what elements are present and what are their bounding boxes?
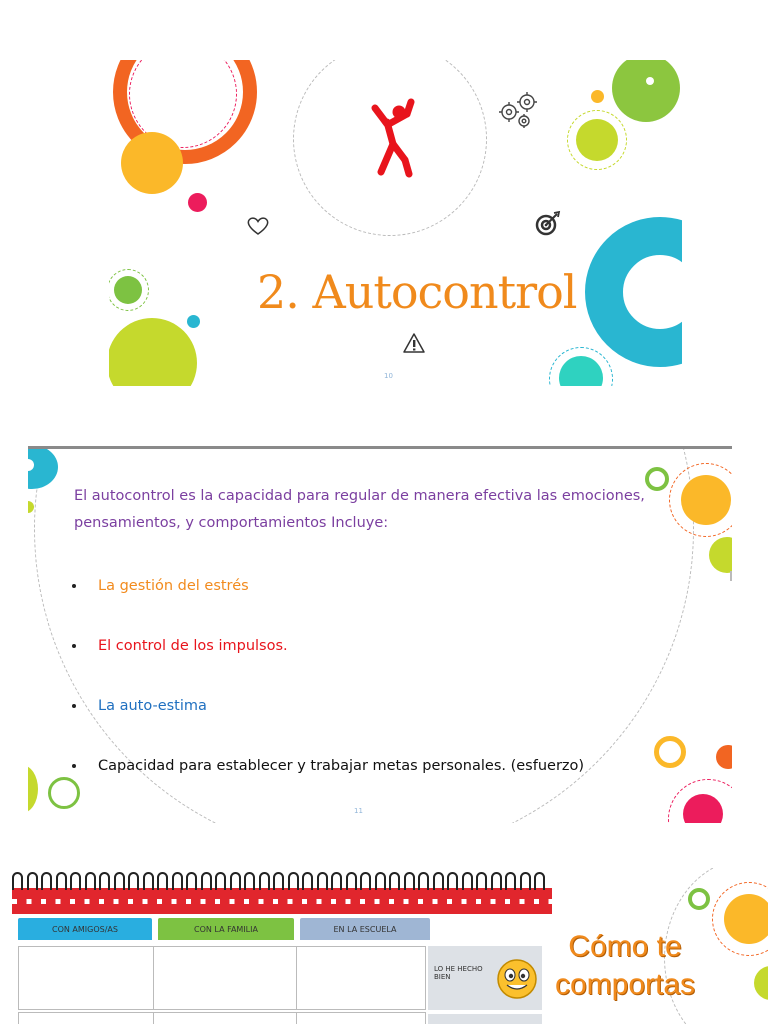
page-number: 11 — [354, 807, 363, 815]
slide-title-line-1: Cómo te — [568, 930, 682, 963]
bullet-dot — [72, 704, 76, 708]
bullet-stress-text: La gestión del estrés — [98, 578, 249, 594]
decor-lime-corner — [28, 501, 34, 513]
decor-orange-edge — [716, 745, 732, 769]
gears-icon — [497, 90, 541, 130]
table-cell — [18, 1012, 154, 1024]
slide-title — [550, 928, 700, 1004]
bullet-self-esteem — [72, 698, 207, 714]
tab-friends: CON AMIGOS/AS — [18, 918, 152, 940]
bullet-impulses — [72, 638, 288, 654]
decor-lime-right — [709, 537, 732, 573]
bullet-dot — [72, 764, 76, 768]
page-number: 10 — [384, 372, 393, 380]
slide-title: 2. Autocontrol — [257, 265, 577, 319]
decor-teal-ring — [585, 217, 682, 367]
decor-yellow-ring — [654, 736, 686, 768]
decor-white-dot — [646, 77, 654, 85]
tab-school: EN LA ESCUELA — [300, 918, 430, 940]
decor-yellow-circle — [121, 132, 183, 194]
slide-behaviour-table — [12, 868, 768, 1024]
decor-lime-large — [109, 318, 197, 386]
slide-title-line-2: comportas — [554, 968, 696, 1001]
table-cell — [153, 1012, 297, 1024]
decor-teal-dot — [187, 315, 200, 328]
decor-pink-dashed — [668, 779, 732, 823]
bullet-stress — [72, 578, 249, 594]
heart-outline-icon — [246, 216, 270, 236]
table-cell — [296, 1012, 426, 1024]
bullet-impulses-text: El control de los impulsos. — [98, 638, 288, 654]
slide-autocontrol-title — [109, 60, 682, 386]
spiral-binding — [12, 872, 549, 890]
decor-pink-dot — [188, 193, 207, 212]
slide-autocontrol-definition — [28, 446, 732, 823]
warning-icon — [402, 332, 426, 354]
decor-lime-bottom-left — [28, 765, 38, 813]
table-cell — [153, 946, 297, 1010]
bullet-goals-text: Capacidad para establecer y trabajar metas personales. (esfuerzo) — [98, 758, 585, 774]
definition-text: El autocontrol es la capacidad para regular de manera efectiva las emociones, pensamientos, y comportamientos Incluye: — [74, 488, 645, 531]
row-label: LO HE HECHO BIEN — [434, 965, 483, 981]
smiley-face-icon — [496, 958, 538, 1000]
decor-green-dashed — [109, 269, 149, 311]
scrollbar-marker — [730, 571, 732, 581]
decor-green-ring — [688, 888, 710, 910]
bullet-dot — [72, 644, 76, 648]
table-cell — [18, 946, 154, 1010]
decor-lime-dashed — [567, 110, 627, 170]
decor-yellow-dot — [591, 90, 604, 103]
bullet-self-esteem-text: La auto-estima — [98, 698, 207, 714]
table-cell — [296, 946, 426, 1010]
row-label-box — [428, 1014, 542, 1024]
tab-family: CON LA FAMILIA — [158, 918, 294, 940]
decor-teal-dashed — [549, 347, 613, 386]
bullet-goals — [72, 758, 584, 774]
notebook-holes — [12, 899, 552, 904]
decor-green-circle — [612, 60, 680, 122]
decor-green-ring-bottom — [48, 777, 80, 809]
target-icon — [535, 210, 561, 236]
person-stretching-icon — [367, 98, 421, 178]
bullet-dot — [72, 584, 76, 588]
